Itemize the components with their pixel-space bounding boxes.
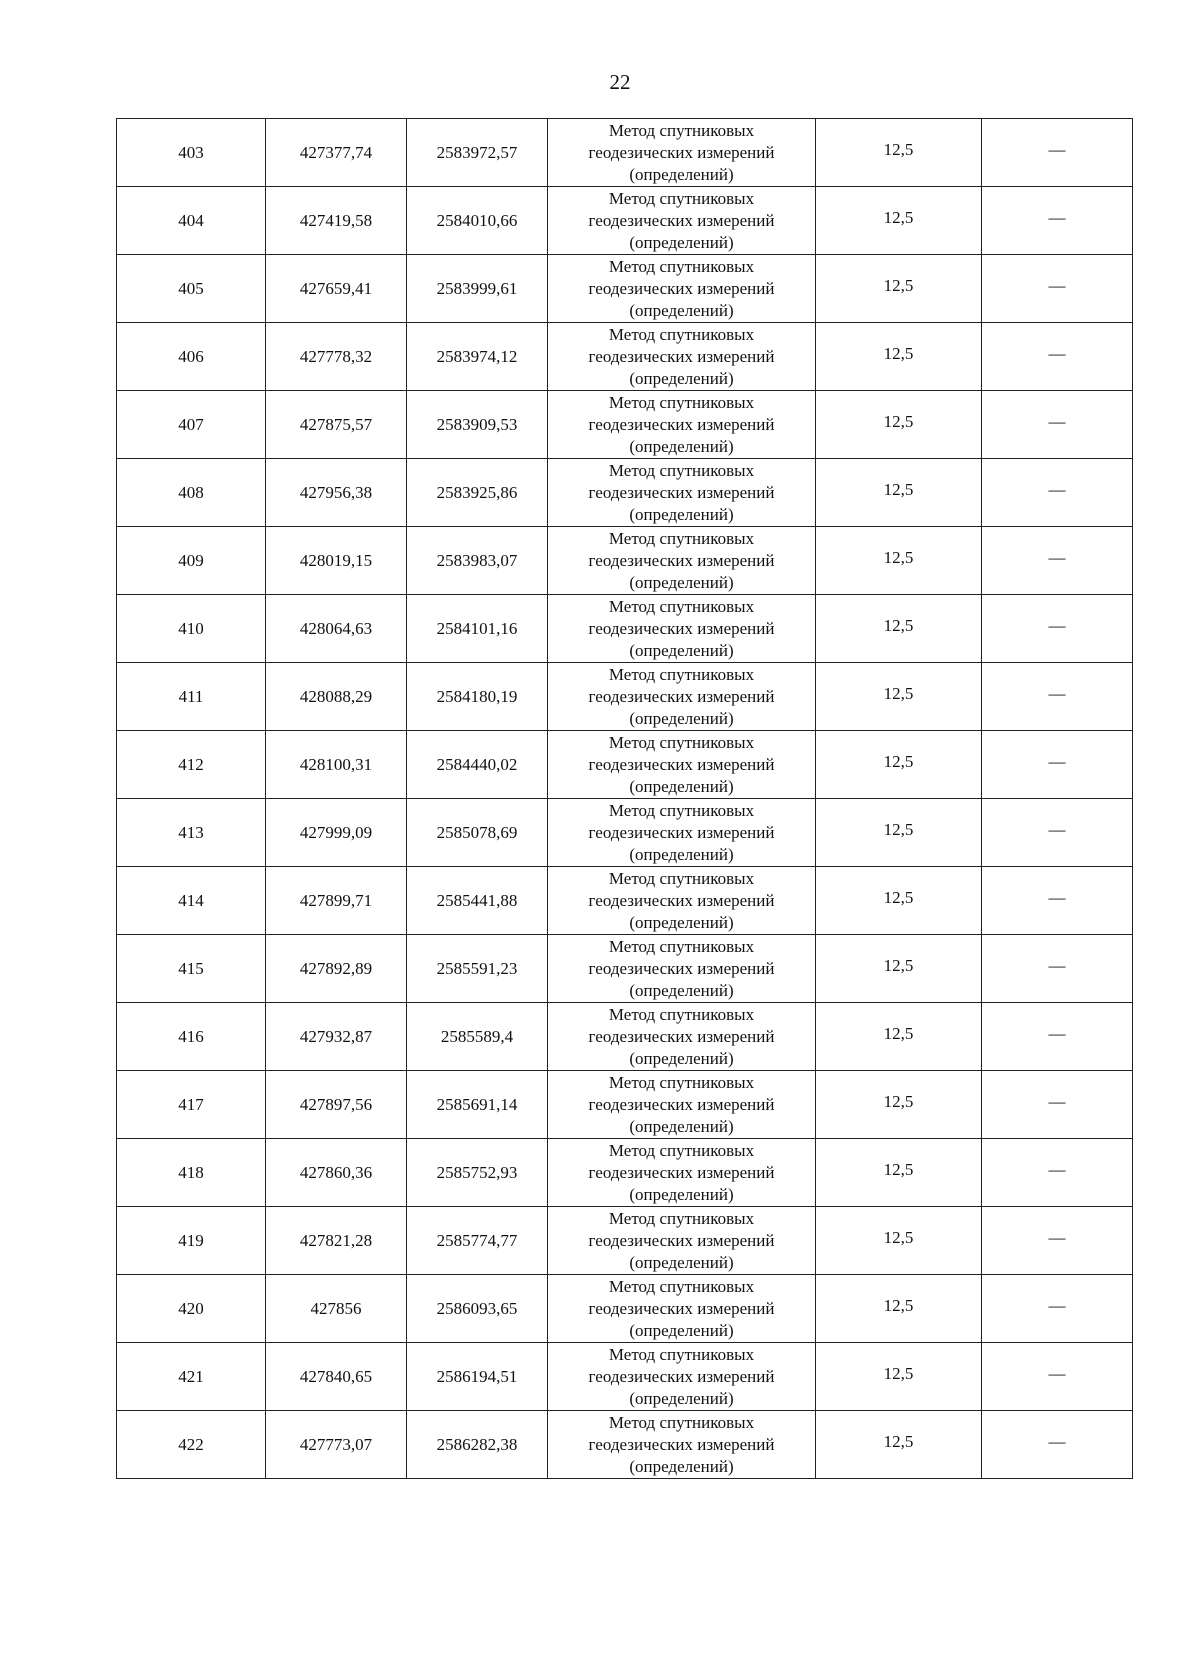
note-cell <box>982 595 1133 663</box>
note-cell-text: — <box>1048 208 1066 227</box>
accuracy-cell-text: 12,5 <box>883 1024 914 1043</box>
point-number-cell-text: 414 <box>178 890 204 910</box>
table-row <box>117 1071 1133 1139</box>
x-coordinate-cell <box>266 1139 407 1207</box>
y-coordinate-cell-text: 2585774,77 <box>436 1230 518 1250</box>
method-cell-text: Метод спутниковых геодезических измерений (определений) <box>588 596 775 660</box>
table-row <box>117 323 1133 391</box>
x-coordinate-cell <box>266 1071 407 1139</box>
note-cell <box>982 1275 1133 1343</box>
accuracy-cell-text: 12,5 <box>883 616 914 635</box>
method-cell <box>548 1071 816 1139</box>
y-coordinate-cell-text: 2585078,69 <box>436 822 518 842</box>
y-coordinate-cell <box>407 935 548 1003</box>
accuracy-cell-text: 12,5 <box>883 480 914 499</box>
table-row <box>117 187 1133 255</box>
y-coordinate-cell-text: 2584440,02 <box>436 754 518 774</box>
method-cell <box>548 527 816 595</box>
method-cell <box>548 323 816 391</box>
y-coordinate-cell <box>407 1139 548 1207</box>
method-cell <box>548 255 816 323</box>
note-cell-text: — <box>1048 820 1066 839</box>
y-coordinate-cell <box>407 527 548 595</box>
method-cell <box>548 935 816 1003</box>
accuracy-cell <box>816 187 982 255</box>
point-number-cell-text: 409 <box>178 550 204 570</box>
x-coordinate-cell <box>266 1207 407 1275</box>
point-number-cell <box>117 323 266 391</box>
y-coordinate-cell-text: 2583974,12 <box>436 346 518 366</box>
point-number-cell-text: 419 <box>178 1230 204 1250</box>
table-row <box>117 1343 1133 1411</box>
accuracy-cell-text: 12,5 <box>883 752 914 771</box>
y-coordinate-cell-text: 2583972,57 <box>436 142 518 162</box>
accuracy-cell <box>816 1411 982 1479</box>
point-number-cell <box>117 595 266 663</box>
accuracy-cell <box>816 935 982 1003</box>
x-coordinate-cell <box>266 1003 407 1071</box>
table-row <box>117 527 1133 595</box>
method-cell <box>548 663 816 731</box>
table-row <box>117 799 1133 867</box>
x-coordinate-cell <box>266 459 407 527</box>
table-row <box>117 595 1133 663</box>
note-cell-text: — <box>1048 344 1066 363</box>
note-cell <box>982 527 1133 595</box>
accuracy-cell <box>816 119 982 187</box>
point-number-cell <box>117 867 266 935</box>
method-cell <box>548 119 816 187</box>
y-coordinate-cell <box>407 1207 548 1275</box>
y-coordinate-cell <box>407 1003 548 1071</box>
note-cell-text: — <box>1048 140 1066 159</box>
coordinates-table-body <box>117 119 1133 1479</box>
method-cell <box>548 1411 816 1479</box>
accuracy-cell <box>816 799 982 867</box>
note-cell <box>982 935 1133 1003</box>
point-number-cell <box>117 1275 266 1343</box>
accuracy-cell-text: 12,5 <box>883 684 914 703</box>
table-row <box>117 663 1133 731</box>
y-coordinate-cell <box>407 731 548 799</box>
x-coordinate-cell <box>266 391 407 459</box>
method-cell <box>548 1275 816 1343</box>
point-number-cell-text: 406 <box>178 346 204 366</box>
accuracy-cell <box>816 595 982 663</box>
accuracy-cell-text: 12,5 <box>883 1092 914 1111</box>
accuracy-cell <box>816 867 982 935</box>
method-cell-text: Метод спутниковых геодезических измерений (определений) <box>588 800 775 864</box>
accuracy-cell-text: 12,5 <box>883 888 914 907</box>
accuracy-cell <box>816 255 982 323</box>
accuracy-cell <box>816 527 982 595</box>
y-coordinate-cell <box>407 391 548 459</box>
x-coordinate-cell-text: 427932,87 <box>299 1026 373 1046</box>
note-cell <box>982 1071 1133 1139</box>
point-number-cell-text: 410 <box>178 618 204 638</box>
x-coordinate-cell-text: 428064,63 <box>299 618 373 638</box>
point-number-cell-text: 404 <box>178 210 204 230</box>
y-coordinate-cell <box>407 187 548 255</box>
note-cell <box>982 187 1133 255</box>
method-cell-text: Метод спутниковых геодезических измерений (определений) <box>588 1072 775 1136</box>
point-number-cell-text: 421 <box>178 1366 204 1386</box>
method-cell-text: Метод спутниковых геодезических измерений (определений) <box>588 1344 775 1408</box>
x-coordinate-cell <box>266 663 407 731</box>
y-coordinate-cell <box>407 119 548 187</box>
x-coordinate-cell-text: 427956,38 <box>299 482 373 502</box>
note-cell <box>982 1411 1133 1479</box>
y-coordinate-cell <box>407 1275 548 1343</box>
x-coordinate-cell <box>266 799 407 867</box>
method-cell <box>548 1343 816 1411</box>
point-number-cell-text: 411 <box>178 686 204 706</box>
y-coordinate-cell-text: 2584180,19 <box>436 686 518 706</box>
note-cell-text: — <box>1048 1296 1066 1315</box>
point-number-cell-text: 415 <box>178 958 204 978</box>
method-cell-text: Метод спутниковых геодезических измерений (определений) <box>588 868 775 932</box>
y-coordinate-cell-text: 2585752,93 <box>436 1162 518 1182</box>
x-coordinate-cell <box>266 1275 407 1343</box>
table-row <box>117 459 1133 527</box>
point-number-cell <box>117 731 266 799</box>
method-cell <box>548 1139 816 1207</box>
note-cell-text: — <box>1048 888 1066 907</box>
accuracy-cell-text: 12,5 <box>883 140 914 159</box>
accuracy-cell-text: 12,5 <box>883 1364 914 1383</box>
y-coordinate-cell-text: 2586282,38 <box>436 1434 518 1454</box>
note-cell <box>982 255 1133 323</box>
y-coordinate-cell <box>407 799 548 867</box>
x-coordinate-cell-text: 427377,74 <box>299 142 373 162</box>
accuracy-cell-text: 12,5 <box>883 820 914 839</box>
method-cell <box>548 391 816 459</box>
point-number-cell <box>117 391 266 459</box>
accuracy-cell <box>816 1343 982 1411</box>
method-cell <box>548 731 816 799</box>
method-cell-text: Метод спутниковых геодезических измерений (определений) <box>588 1412 775 1476</box>
y-coordinate-cell-text: 2583909,53 <box>436 414 518 434</box>
note-cell <box>982 1003 1133 1071</box>
method-cell-text: Метод спутниковых геодезических измерений (определений) <box>588 1276 775 1340</box>
y-coordinate-cell <box>407 1343 548 1411</box>
note-cell <box>982 663 1133 731</box>
method-cell-text: Метод спутниковых геодезических измерений (определений) <box>588 188 775 252</box>
table-row <box>117 1275 1133 1343</box>
method-cell <box>548 187 816 255</box>
accuracy-cell-text: 12,5 <box>883 276 914 295</box>
page-number: 22 <box>609 70 631 94</box>
note-cell-text: — <box>1048 1160 1066 1179</box>
x-coordinate-cell-text: 427778,32 <box>299 346 373 366</box>
point-number-cell-text: 422 <box>178 1434 204 1454</box>
x-coordinate-cell-text: 427856 <box>310 1298 362 1318</box>
note-cell-text: — <box>1048 276 1066 295</box>
accuracy-cell-text: 12,5 <box>883 412 914 431</box>
point-number-cell-text: 412 <box>178 754 204 774</box>
note-cell <box>982 1139 1133 1207</box>
note-cell-text: — <box>1048 1092 1066 1111</box>
accuracy-cell <box>816 731 982 799</box>
y-coordinate-cell-text: 2584101,16 <box>436 618 518 638</box>
y-coordinate-cell <box>407 867 548 935</box>
point-number-cell-text: 418 <box>178 1162 204 1182</box>
point-number-cell-text: 408 <box>178 482 204 502</box>
y-coordinate-cell <box>407 1411 548 1479</box>
y-coordinate-cell <box>407 595 548 663</box>
x-coordinate-cell-text: 427821,28 <box>299 1230 373 1250</box>
y-coordinate-cell <box>407 255 548 323</box>
x-coordinate-cell-text: 427875,57 <box>299 414 373 434</box>
x-coordinate-cell-text: 428019,15 <box>299 550 373 570</box>
note-cell <box>982 799 1133 867</box>
method-cell-text: Метод спутниковых геодезических измерений (определений) <box>588 1140 775 1204</box>
method-cell-text: Метод спутниковых геодезических измерений (определений) <box>588 1208 775 1272</box>
x-coordinate-cell-text: 428100,31 <box>299 754 373 774</box>
point-number-cell <box>117 663 266 731</box>
note-cell <box>982 1207 1133 1275</box>
accuracy-cell-text: 12,5 <box>883 1228 914 1247</box>
x-coordinate-cell <box>266 935 407 1003</box>
point-number-cell <box>117 527 266 595</box>
point-number-cell <box>117 187 266 255</box>
x-coordinate-cell-text: 427860,36 <box>299 1162 373 1182</box>
accuracy-cell <box>816 1071 982 1139</box>
note-cell-text: — <box>1048 1364 1066 1383</box>
y-coordinate-cell-text: 2583983,07 <box>436 550 518 570</box>
method-cell <box>548 459 816 527</box>
x-coordinate-cell <box>266 731 407 799</box>
accuracy-cell <box>816 1207 982 1275</box>
point-number-cell-text: 403 <box>178 142 204 162</box>
table-row <box>117 119 1133 187</box>
table-row <box>117 391 1133 459</box>
accuracy-cell-text: 12,5 <box>883 548 914 567</box>
table-row <box>117 867 1133 935</box>
x-coordinate-cell <box>266 323 407 391</box>
x-coordinate-cell <box>266 867 407 935</box>
point-number-cell <box>117 1139 266 1207</box>
note-cell-text: — <box>1048 548 1066 567</box>
table-row <box>117 731 1133 799</box>
point-number-cell-text: 420 <box>178 1298 204 1318</box>
x-coordinate-cell <box>266 1343 407 1411</box>
accuracy-cell <box>816 663 982 731</box>
method-cell-text: Метод спутниковых геодезических измерений (определений) <box>588 1004 775 1068</box>
accuracy-cell-text: 12,5 <box>883 208 914 227</box>
table-row <box>117 1411 1133 1479</box>
note-cell-text: — <box>1048 1432 1066 1451</box>
note-cell-text: — <box>1048 956 1066 975</box>
x-coordinate-cell-text: 427659,41 <box>299 278 373 298</box>
table-row <box>117 1003 1133 1071</box>
accuracy-cell <box>816 459 982 527</box>
method-cell-text: Метод спутниковых геодезических измерений (определений) <box>588 664 775 728</box>
point-number-cell <box>117 119 266 187</box>
accuracy-cell <box>816 1275 982 1343</box>
x-coordinate-cell <box>266 187 407 255</box>
y-coordinate-cell-text: 2586194,51 <box>436 1366 518 1386</box>
x-coordinate-cell-text: 427899,71 <box>299 890 373 910</box>
note-cell <box>982 459 1133 527</box>
x-coordinate-cell-text: 427999,09 <box>299 822 373 842</box>
note-cell-text: — <box>1048 480 1066 499</box>
accuracy-cell <box>816 1003 982 1071</box>
table-row <box>117 1139 1133 1207</box>
table-row <box>117 255 1133 323</box>
method-cell-text: Метод спутниковых геодезических измерений (определений) <box>588 324 775 388</box>
x-coordinate-cell-text: 428088,29 <box>299 686 373 706</box>
method-cell <box>548 1207 816 1275</box>
table-row <box>117 935 1133 1003</box>
point-number-cell <box>117 459 266 527</box>
point-number-cell-text: 413 <box>178 822 204 842</box>
x-coordinate-cell <box>266 1411 407 1479</box>
y-coordinate-cell <box>407 663 548 731</box>
x-coordinate-cell <box>266 119 407 187</box>
y-coordinate-cell-text: 2585691,14 <box>436 1094 518 1114</box>
method-cell <box>548 1003 816 1071</box>
y-coordinate-cell-text: 2585441,88 <box>436 890 518 910</box>
point-number-cell <box>117 1343 266 1411</box>
y-coordinate-cell <box>407 323 548 391</box>
x-coordinate-cell-text: 427840,65 <box>299 1366 373 1386</box>
method-cell-text: Метод спутниковых геодезических измерений (определений) <box>588 528 775 592</box>
note-cell-text: — <box>1048 616 1066 635</box>
coordinates-table <box>116 118 1133 1479</box>
x-coordinate-cell-text: 427897,56 <box>299 1094 373 1114</box>
point-number-cell-text: 416 <box>178 1026 204 1046</box>
point-number-cell <box>117 935 266 1003</box>
x-coordinate-cell-text: 427419,58 <box>299 210 373 230</box>
note-cell <box>982 119 1133 187</box>
method-cell-text: Метод спутниковых геодезических измерений (определений) <box>588 936 775 1000</box>
x-coordinate-cell <box>266 595 407 663</box>
note-cell <box>982 323 1133 391</box>
point-number-cell <box>117 255 266 323</box>
note-cell <box>982 731 1133 799</box>
point-number-cell <box>117 1207 266 1275</box>
y-coordinate-cell-text: 2585591,23 <box>436 958 518 978</box>
x-coordinate-cell-text: 427773,07 <box>299 1434 373 1454</box>
point-number-cell-text: 417 <box>178 1094 204 1114</box>
y-coordinate-cell-text: 2583925,86 <box>436 482 518 502</box>
method-cell-text: Метод спутниковых геодезических измерений (определений) <box>588 392 775 456</box>
x-coordinate-cell <box>266 527 407 595</box>
point-number-cell <box>117 1003 266 1071</box>
method-cell-text: Метод спутниковых геодезических измерений (определений) <box>588 120 775 184</box>
accuracy-cell <box>816 323 982 391</box>
accuracy-cell-text: 12,5 <box>883 1160 914 1179</box>
y-coordinate-cell <box>407 1071 548 1139</box>
y-coordinate-cell-text: 2584010,66 <box>436 210 518 230</box>
point-number-cell-text: 407 <box>178 414 204 434</box>
method-cell-text: Метод спутниковых геодезических измерений (определений) <box>588 256 775 320</box>
method-cell <box>548 595 816 663</box>
accuracy-cell-text: 12,5 <box>883 1296 914 1315</box>
method-cell-text: Метод спутниковых геодезических измерений (определений) <box>588 460 775 524</box>
y-coordinate-cell-text: 2586093,65 <box>436 1298 518 1318</box>
x-coordinate-cell <box>266 255 407 323</box>
accuracy-cell <box>816 391 982 459</box>
accuracy-cell-text: 12,5 <box>883 956 914 975</box>
note-cell-text: — <box>1048 752 1066 771</box>
note-cell-text: — <box>1048 1024 1066 1043</box>
point-number-cell-text: 405 <box>178 278 204 298</box>
accuracy-cell-text: 12,5 <box>883 1432 914 1451</box>
accuracy-cell-text: 12,5 <box>883 344 914 363</box>
note-cell <box>982 867 1133 935</box>
y-coordinate-cell-text: 2583999,61 <box>436 278 518 298</box>
note-cell-text: — <box>1048 1228 1066 1247</box>
method-cell-text: Метод спутниковых геодезических измерений (определений) <box>588 732 775 796</box>
note-cell-text: — <box>1048 412 1066 431</box>
y-coordinate-cell-text: 2585589,4 <box>440 1026 514 1046</box>
method-cell <box>548 799 816 867</box>
table-row <box>117 1207 1133 1275</box>
point-number-cell <box>117 1411 266 1479</box>
method-cell <box>548 867 816 935</box>
note-cell-text: — <box>1048 684 1066 703</box>
y-coordinate-cell <box>407 459 548 527</box>
point-number-cell <box>117 799 266 867</box>
accuracy-cell <box>816 1139 982 1207</box>
note-cell <box>982 391 1133 459</box>
x-coordinate-cell-text: 427892,89 <box>299 958 373 978</box>
point-number-cell <box>117 1071 266 1139</box>
note-cell <box>982 1343 1133 1411</box>
